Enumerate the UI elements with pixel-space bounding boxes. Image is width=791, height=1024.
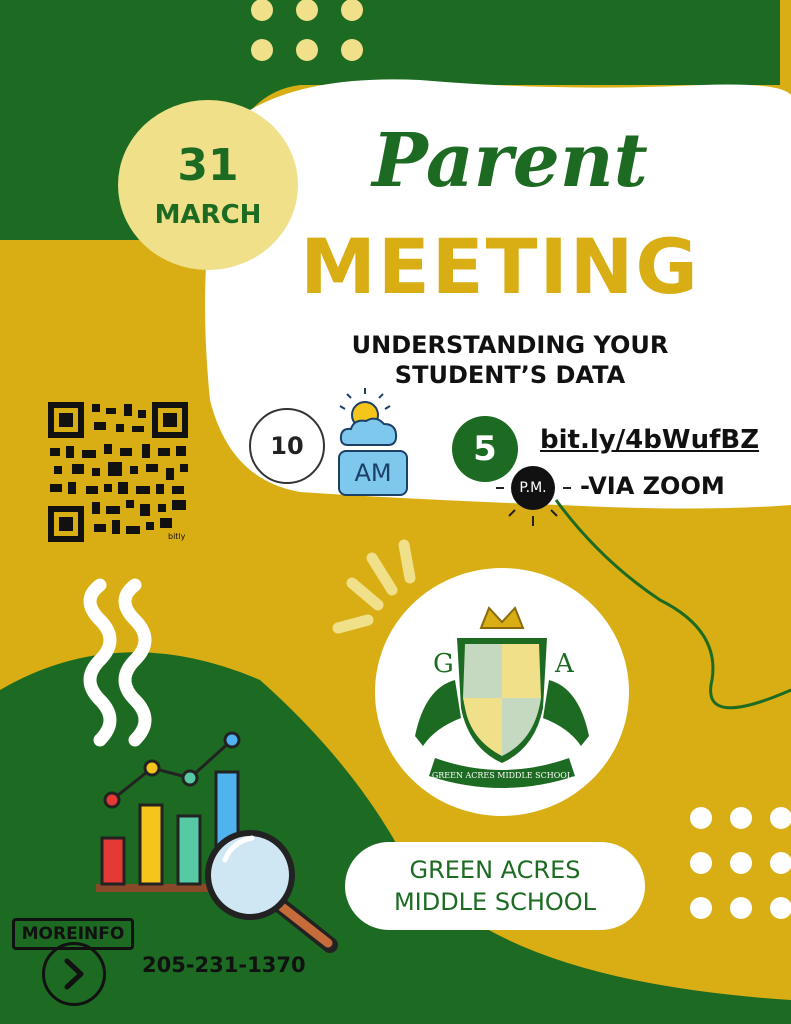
title-parent: Parent [372, 118, 648, 204]
am-badge: AM [338, 450, 408, 496]
more-info-label: MOREINFO [12, 918, 134, 950]
meeting-link[interactable]: bit.ly/4bWufBZ [540, 425, 760, 455]
dot-grid-right [690, 807, 791, 919]
date-badge [118, 100, 298, 270]
more-info-button[interactable] [42, 942, 106, 1006]
date-month: MARCH [154, 200, 262, 230]
subtitle-line-2: STUDENT’S DATA [394, 361, 626, 389]
subtitle [330, 330, 690, 390]
school-name-pill [345, 842, 645, 930]
via-zoom: -VIA ZOOM [580, 472, 725, 500]
subtitle-line-1: UNDERSTANDING YOUR [351, 331, 669, 359]
qr-tag: bitly [168, 532, 186, 541]
crest-text: GREEN ACRES MIDDLE SCHOOL [431, 771, 573, 780]
qr-code[interactable] [46, 400, 190, 544]
crest-letter-g: G [433, 649, 454, 679]
school-logo-circle [375, 568, 629, 816]
title-meeting: MEETING [300, 222, 700, 311]
crest-letter-a: A [555, 649, 574, 679]
pm-badge: P.M. [511, 466, 555, 510]
date-day: 31 [177, 140, 239, 191]
school-name-line-2: MIDDLE SCHOOL [393, 888, 597, 916]
school-name-line-1: GREEN ACRES [409, 856, 581, 884]
start-time: 10 [249, 408, 325, 484]
chevron-right-icon [45, 945, 103, 1003]
end-time: 5 [452, 416, 518, 482]
phone-number: 205-231-1370 [142, 953, 306, 977]
school-crest-icon [375, 568, 629, 816]
